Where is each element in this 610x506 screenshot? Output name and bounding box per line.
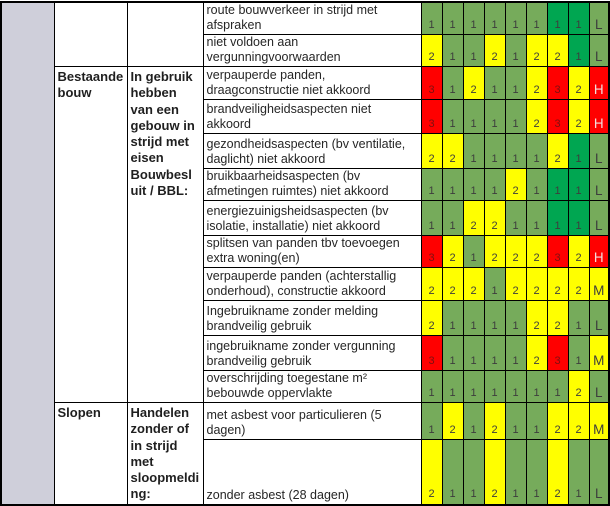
description-cell: Ingebruikname zonder melding brandveilig gebruik: [203, 301, 421, 336]
score-cell: 2: [442, 403, 463, 440]
rating-cell: L: [589, 301, 609, 336]
category-cell: Slopen: [54, 403, 127, 505]
score-cell: 3: [547, 67, 568, 100]
rating-cell: L: [589, 201, 609, 236]
score-cell: 1: [463, 336, 484, 371]
score-cell: 2: [442, 268, 463, 301]
score-cell: 1: [442, 67, 463, 100]
score-cell: 1: [505, 371, 526, 403]
score-cell: 2: [484, 201, 505, 236]
score-cell: 2: [547, 403, 568, 440]
risk-matrix-table: [0, 1, 610, 506]
score-cell: 2: [526, 236, 547, 268]
score-cell: 2: [568, 371, 589, 403]
score-cell: 2: [526, 268, 547, 301]
score-cell: 2: [526, 100, 547, 134]
score-cell: 1: [547, 169, 568, 201]
score-cell: 1: [484, 100, 505, 134]
score-cell: 2: [463, 67, 484, 100]
score-cell: 2: [547, 301, 568, 336]
score-cell: 2: [484, 236, 505, 268]
score-cell: 1: [421, 2, 442, 35]
description-cell: splitsen van panden tbv toevoegen extra woning(en): [203, 236, 421, 268]
score-cell: 2: [568, 236, 589, 268]
score-cell: 1: [463, 403, 484, 440]
score-cell: 2: [547, 35, 568, 67]
score-cell: 1: [484, 371, 505, 403]
score-cell: 1: [505, 100, 526, 134]
score-cell: 1: [505, 2, 526, 35]
score-cell: 3: [547, 236, 568, 268]
score-cell: 1: [484, 301, 505, 336]
description-cell: gezondheidsaspecten (bv ventilatie, daglicht) niet akkoord: [203, 134, 421, 169]
score-cell: 2: [484, 35, 505, 67]
score-cell: 1: [421, 371, 442, 403]
description-cell: brandveiligheidsaspecten niet akkoord: [203, 100, 421, 134]
score-cell: 2: [484, 439, 505, 504]
score-cell: 2: [568, 67, 589, 100]
score-cell: 1: [463, 2, 484, 35]
score-cell: 1: [568, 301, 589, 336]
rating-cell: L: [589, 35, 609, 67]
table-row: [1, 67, 609, 100]
score-cell: 1: [442, 201, 463, 236]
left-spacer-cell: [1, 2, 54, 505]
risk-table-body: [1, 2, 609, 505]
subcategory-cell: In gebruik hebben van een gebouw in strijd met eisen Bouwbesluit / BBL:: [127, 67, 203, 403]
score-cell: 1: [463, 134, 484, 169]
score-cell: 3: [421, 236, 442, 268]
score-cell: 2: [421, 268, 442, 301]
score-cell: 1: [463, 301, 484, 336]
rating-cell: H: [589, 100, 609, 134]
score-cell: 2: [463, 268, 484, 301]
score-cell: 2: [421, 35, 442, 67]
score-cell: 2: [568, 268, 589, 301]
score-cell: 1: [463, 169, 484, 201]
score-cell: 1: [547, 201, 568, 236]
score-cell: 3: [421, 100, 442, 134]
score-cell: 1: [463, 371, 484, 403]
score-cell: 1: [442, 371, 463, 403]
description-cell: ingebruikname zonder vergunning brandveilig gebruik: [203, 336, 421, 371]
score-cell: 1: [484, 134, 505, 169]
score-cell: 3: [421, 336, 442, 371]
score-cell: 1: [568, 169, 589, 201]
score-cell: 2: [505, 169, 526, 201]
score-cell: 1: [547, 371, 568, 403]
description-cell: bruikbaarheidsaspecten (bv afmetingen ruimtes) niet akkoord: [203, 169, 421, 201]
rating-cell: L: [589, 134, 609, 169]
category-cell: [54, 2, 127, 67]
score-cell: 1: [484, 268, 505, 301]
description-cell: met asbest voor particulieren (5 dagen): [203, 403, 421, 440]
score-cell: 2: [568, 100, 589, 134]
score-cell: 1: [505, 301, 526, 336]
subcategory-cell: [127, 2, 203, 67]
score-cell: 1: [484, 169, 505, 201]
rating-cell: L: [589, 371, 609, 403]
score-cell: 1: [505, 201, 526, 236]
score-cell: 1: [484, 2, 505, 35]
score-cell: 1: [421, 403, 442, 440]
score-cell: 1: [568, 134, 589, 169]
rating-cell: H: [589, 236, 609, 268]
score-cell: 2: [526, 336, 547, 371]
score-cell: 1: [442, 35, 463, 67]
score-cell: 3: [547, 336, 568, 371]
rating-cell: L: [589, 439, 609, 504]
score-cell: 1: [505, 35, 526, 67]
score-cell: 1: [442, 301, 463, 336]
score-cell: 1: [505, 336, 526, 371]
score-cell: 2: [547, 268, 568, 301]
rating-cell: L: [589, 169, 609, 201]
score-cell: 1: [442, 100, 463, 134]
description-cell: niet voldoen aan vergunningvoorwaarden: [203, 35, 421, 67]
rating-cell: M: [589, 268, 609, 301]
score-cell: 2: [505, 268, 526, 301]
score-cell: 1: [463, 35, 484, 67]
score-cell: 1: [568, 201, 589, 236]
score-cell: 1: [526, 2, 547, 35]
score-cell: 2: [421, 439, 442, 504]
score-cell: 3: [547, 100, 568, 134]
score-cell: 2: [547, 134, 568, 169]
rating-cell: H: [589, 67, 609, 100]
score-cell: 1: [568, 35, 589, 67]
score-cell: 1: [484, 67, 505, 100]
rating-cell: M: [589, 336, 609, 371]
category-cell: Bestaande bouw: [54, 67, 127, 403]
score-cell: 2: [526, 35, 547, 67]
description-cell: energiezuinigsheidsaspecten (bv isolatie, installatie) niet akkoord: [203, 201, 421, 236]
score-cell: 3: [421, 67, 442, 100]
score-cell: 1: [442, 169, 463, 201]
score-cell: 2: [505, 236, 526, 268]
score-cell: 1: [484, 336, 505, 371]
score-cell: 1: [421, 169, 442, 201]
description-cell: verpauperde panden, draagconstructie niet akkoord: [203, 67, 421, 100]
score-cell: 1: [568, 336, 589, 371]
table-row: [1, 2, 609, 35]
score-cell: 2: [421, 134, 442, 169]
score-cell: 1: [547, 2, 568, 35]
score-cell: 1: [568, 2, 589, 35]
score-cell: 1: [568, 439, 589, 504]
score-cell: 2: [442, 236, 463, 268]
score-cell: 1: [526, 201, 547, 236]
score-cell: 2: [442, 134, 463, 169]
description-cell: verpauperde panden (achterstallig onderhoud), constructie akkoord: [203, 268, 421, 301]
score-cell: 1: [463, 100, 484, 134]
score-cell: 2: [484, 403, 505, 440]
score-cell: 1: [505, 67, 526, 100]
description-cell: route bouwverkeer in strijd met afspraken: [203, 2, 421, 35]
table-row: [1, 403, 609, 440]
score-cell: 2: [463, 201, 484, 236]
score-cell: 1: [526, 403, 547, 440]
score-cell: 1: [526, 169, 547, 201]
score-cell: 1: [526, 371, 547, 403]
score-cell: 1: [463, 236, 484, 268]
score-cell: 2: [547, 439, 568, 504]
score-cell: 1: [505, 439, 526, 504]
rating-cell: L: [589, 2, 609, 35]
score-cell: 1: [505, 403, 526, 440]
score-cell: 1: [463, 439, 484, 504]
description-cell: zonder asbest (28 dagen): [203, 439, 421, 504]
score-cell: 1: [526, 439, 547, 504]
score-cell: 2: [526, 67, 547, 100]
score-cell: 2: [421, 301, 442, 336]
score-cell: 1: [442, 2, 463, 35]
score-cell: 1: [421, 201, 442, 236]
rating-cell: M: [589, 403, 609, 440]
score-cell: 2: [568, 403, 589, 440]
score-cell: 1: [526, 134, 547, 169]
score-cell: 2: [526, 301, 547, 336]
score-cell: 1: [505, 134, 526, 169]
score-cell: 1: [442, 336, 463, 371]
description-cell: overschrijding toegestane m² bebouwde oppervlakte: [203, 371, 421, 403]
subcategory-cell: Handelen zonder of in strijd met sloopmelding:: [127, 403, 203, 505]
score-cell: 1: [442, 439, 463, 504]
